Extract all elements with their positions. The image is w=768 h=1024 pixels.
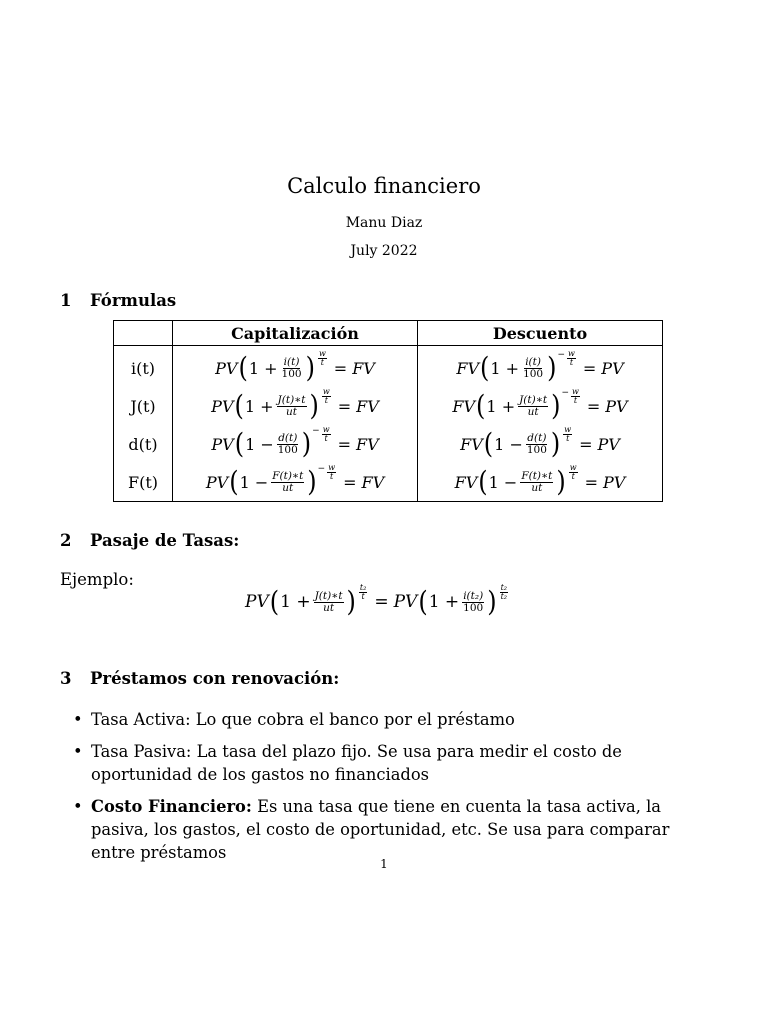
example-equation: PV ( 1 + $\frac{J(t)∗t}{ut}$ ) $\frac{\text{t₂}}{t}$ = PV ( 1 + $\frac{\text{i(t₂)}}{100}$ ) $\frac{\text{t₂}}{\text{t₂}}$	[245, 583, 507, 619]
formula-cell: PV ( 1 − $\frac{F(t)∗t}{ut}$ ) − $\frac{w}{t}$ = FV	[173, 463, 418, 502]
list-item	[73, 795, 713, 864]
section-heading-formulas	[60, 291, 176, 310]
formula-cell: PV ( 1 − $\frac{d(t)}{100}$ ) − $\frac{w}{t}$ = FV	[173, 425, 418, 463]
table-row	[114, 387, 663, 425]
document-title: Calculo financiero	[287, 174, 481, 198]
section-title: Fórmulas	[90, 291, 177, 310]
section-number: 1	[60, 291, 72, 310]
row-label: d(t)	[114, 425, 173, 463]
formula-cell: FV ( 1 + $\frac{i(t)}{100}$ ) − $\frac{w}{t}$ = PV	[418, 346, 663, 388]
section-number: 3	[60, 669, 72, 688]
section-heading-prestamos	[60, 669, 339, 688]
bullet-list	[73, 708, 713, 873]
list-item	[73, 740, 713, 786]
document-author: Manu Diaz	[345, 215, 423, 231]
section-heading-pasaje-de-tasas	[60, 531, 239, 550]
table-corner-cell	[114, 321, 173, 346]
table-header-capitalizacion: Capitalización	[173, 321, 418, 346]
row-label: F(t)	[114, 463, 173, 502]
table-row	[114, 346, 663, 388]
table-header-descuento: Descuento	[418, 321, 663, 346]
bullet-icon: •	[73, 742, 83, 761]
formula-cell: FV ( 1 − $\frac{d(t)}{100}$ ) $\frac{w}{t}$ = PV	[418, 425, 663, 463]
bullet-icon: •	[73, 710, 83, 729]
bullet-icon: •	[73, 797, 83, 816]
table-row	[114, 425, 663, 463]
section-title: Préstamos con renovación:	[90, 669, 340, 688]
example-label: Ejemplo:	[60, 570, 134, 589]
document-date: July 2022	[350, 243, 418, 259]
bullet-text: Tasa Pasiva: La tasa del plazo fijo. Se usa para medir el costo de oportunidad de los gastos no financiados	[91, 742, 622, 784]
formula-table	[113, 320, 663, 502]
table-row	[114, 463, 663, 502]
section-title: Pasaje de Tasas:	[90, 531, 240, 550]
list-item	[73, 708, 713, 731]
section-number: 2	[60, 531, 72, 550]
bullet-text: Es una tasa que tiene en cuenta la tasa activa, la pasiva, los gastos, el costo de oportunidad, etc. Se usa para comparar entre préstamos	[91, 797, 670, 862]
page-number: 1	[380, 857, 388, 871]
formula-cell: FV ( 1 + $\frac{J(t)∗t}{ut}$ ) − $\frac{w}{t}$ = PV	[418, 387, 663, 425]
formula-cell: PV ( 1 + $\frac{i(t)}{100}$ ) $\frac{w}{t}$ = FV	[173, 346, 418, 388]
row-label: J(t)	[114, 387, 173, 425]
formula-cell: FV ( 1 − $\frac{F(t)∗t}{ut}$ ) $\frac{w}{t}$ = PV	[418, 463, 663, 502]
bullet-bold-term: Costo Financiero:	[91, 797, 252, 816]
row-label: i(t)	[114, 346, 173, 388]
formula-cell: PV ( 1 + $\frac{J(t)∗t}{ut}$ ) $\frac{w}{t}$ = FV	[173, 387, 418, 425]
bullet-text: Tasa Activa: Lo que cobra el banco por el préstamo	[91, 710, 515, 729]
